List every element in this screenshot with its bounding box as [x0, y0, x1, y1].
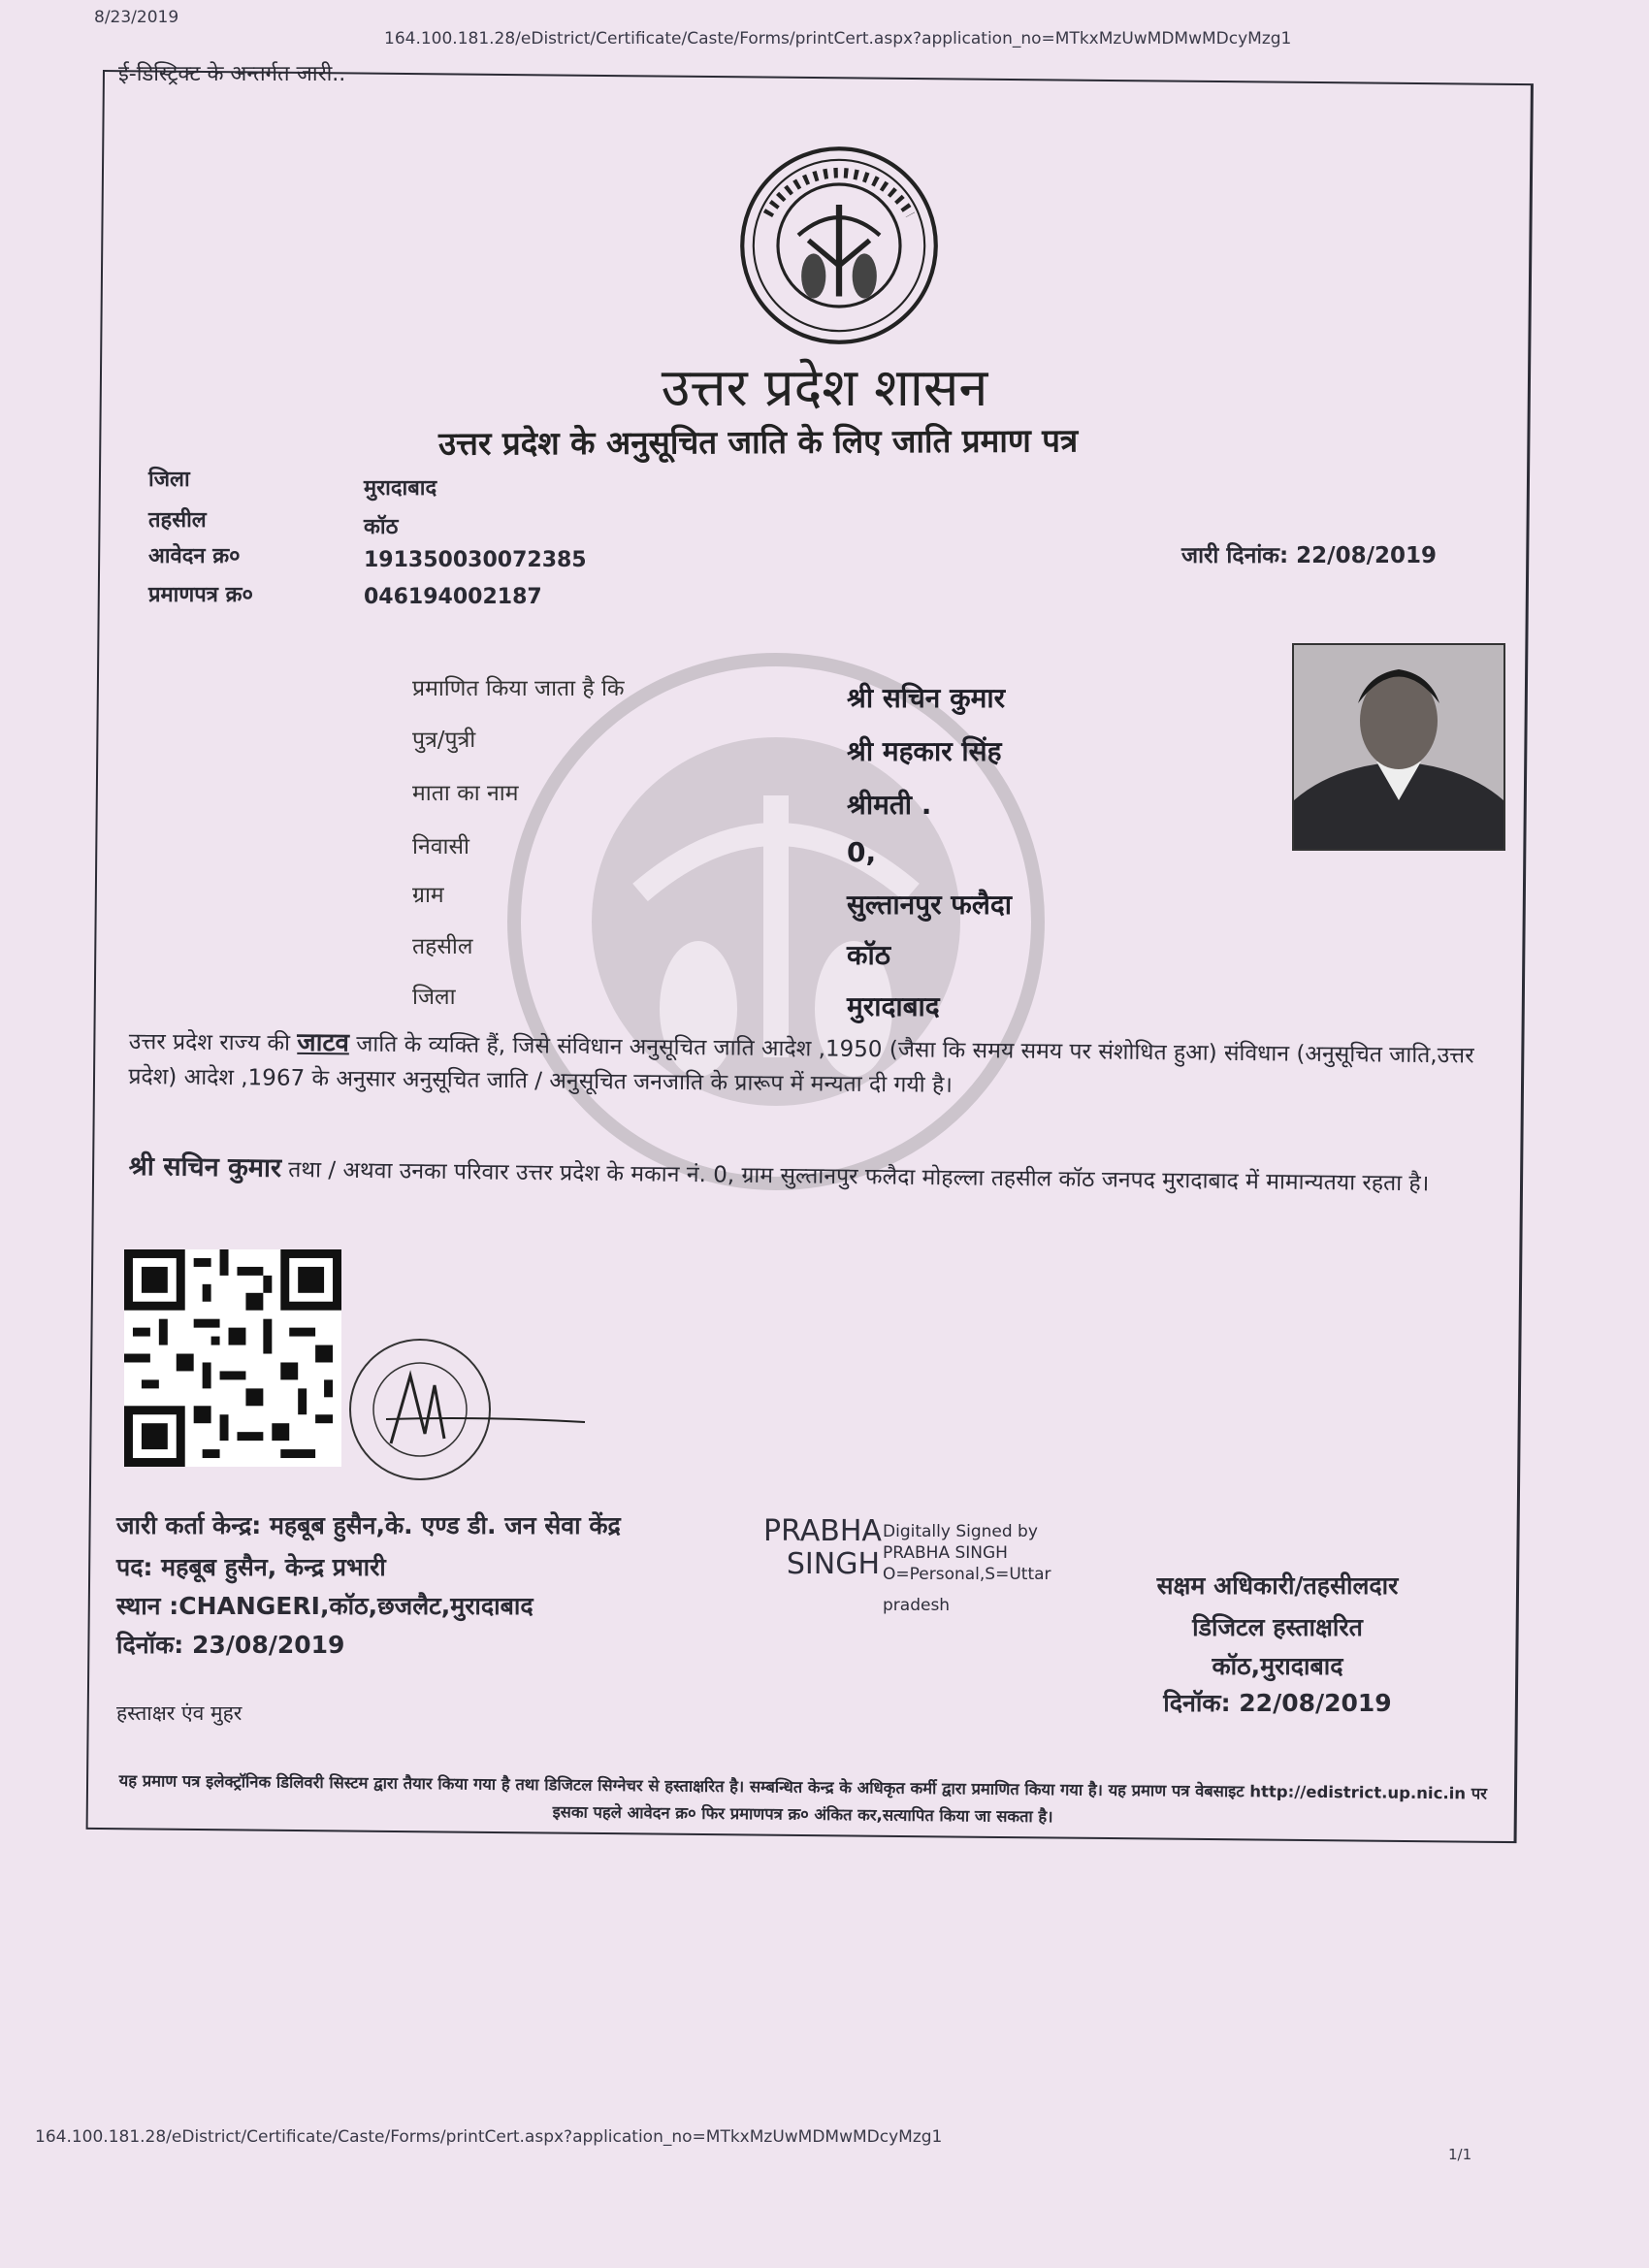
- meta-label-application-no: आवेदन क्र०: [148, 544, 241, 568]
- print-url: 164.100.181.28/eDistrict/Certificate/Caste/Forms/printCert.aspx?application_no=MTkxMzUwMDMwMDcyMzg1: [384, 29, 1292, 49]
- issuing-centre: जारी कर्ता केन्द्र: महबूब हुसैन,के. एण्ड डी. जन सेवा केंद्र: [116, 1511, 621, 1539]
- sig-name-line2: SINGH: [786, 1547, 880, 1581]
- para1-rest: जाति के व्यक्ति हैं, जिसे संविधान अनुसूचित जाति आदेश ,1950 (जैसा कि समय समय पर संशोधित हुआ) संविधान (अनुसूचित जाति,उत्तर प्रदेश) आदेश ,1967 के अनुसार अनुसूचित जाति / अनुसूचित जनजाति के प्रारूप में मन्यता दी गयी है।: [128, 1031, 1474, 1098]
- meta-label-district: जिला: [148, 468, 190, 492]
- sig-detail-line2: PRABHA SINGH: [883, 1543, 1008, 1563]
- authority-title: सक्षम अधिकारी/तहसीलदार: [1156, 1571, 1399, 1600]
- field-value-village: सुल्तानपुर फलैदा: [847, 889, 1012, 921]
- meta-value-certificate-no: 046194002187: [364, 585, 542, 609]
- field-label-district: जिला: [412, 985, 456, 1010]
- certificate-title: उत्तर प्रदेश के अनुसूचित जाति के लिए जाति प्रमाण पत्र: [437, 421, 1079, 463]
- page-number: 1/1: [1448, 2146, 1472, 2163]
- caste-declaration-paragraph: [128, 1023, 1516, 1109]
- applicant-photo: [1292, 643, 1505, 851]
- sig-detail-line4: pradesh: [883, 1596, 951, 1615]
- field-value-tehsil: कॉठ: [847, 939, 891, 971]
- issued-under-text: ई-डिस्ट्रिक्ट के अन्तर्गत जारी..: [118, 62, 346, 86]
- issuer-place: स्थान :CHANGERI,कॉठ,छजलैट,मुरादाबाद: [116, 1592, 534, 1620]
- caste-name: जाटव: [297, 1027, 350, 1058]
- meta-value-district: मुरादाबाद: [364, 476, 437, 501]
- field-value-resident: 0,: [847, 836, 877, 868]
- up-emblem-icon: [737, 144, 941, 347]
- authority-place: कॉठ,मुरादाबाद: [1212, 1652, 1343, 1680]
- print-date: 8/23/2019: [94, 8, 179, 27]
- para2-rest: तथा / अथवा उनका परिवार उत्तर प्रदेश के मकान नं. 0, ग्राम सुल्तानपुर फलैदा मोहल्ला तहसील कॉठ जनपद मुरादाबाद में मामान्यतया रहता है।: [288, 1157, 1430, 1197]
- jan-seva-kendra-seal: [338, 1327, 590, 1502]
- issuer-date: दिनॉक: 23/08/2019: [116, 1631, 345, 1659]
- field-label-tehsil: तहसील: [412, 934, 473, 959]
- field-label-village: ग्राम: [412, 883, 444, 908]
- field-value-district: मुरादाबाद: [847, 990, 940, 1022]
- field-label-certified: प्रमाणित किया जाता है कि: [412, 676, 625, 701]
- qr-code: [124, 1249, 341, 1467]
- authority-signed: डिजिटल हस्ताक्षरित: [1192, 1613, 1363, 1641]
- issuer-post: पद: महबूब हुसैन, केन्द्र प्रभारी: [116, 1553, 386, 1581]
- issue-date: जारी दिनांक: 22/08/2019: [1181, 543, 1437, 568]
- sig-name-line1: PRABHA: [763, 1514, 882, 1548]
- field-label-son-daughter: पुत्र/पुत्री: [412, 728, 476, 753]
- para1-prefix: उत्तर प्रदेश राज्य की: [128, 1028, 291, 1056]
- authority-date: दिनॉक: 22/08/2019: [1163, 1689, 1392, 1717]
- field-value-mother: श्रीमती .: [847, 789, 932, 821]
- meta-value-tehsil: कॉठ: [364, 515, 399, 539]
- field-label-mother: माता का नाम: [412, 781, 519, 806]
- meta-label-tehsil: तहसील: [148, 508, 207, 533]
- sig-detail-line3: O=Personal,S=Uttar: [883, 1565, 1051, 1584]
- meta-label-certificate-no: प्रमाणपत्र क्र०: [148, 583, 253, 607]
- verification-notice: यह प्रमाण पत्र इलेक्ट्रॉनिक डिलिवरी सिस्टम द्वारा तैयार किया गया है तथा डिजिटल सिग्नेचर से हस्ताक्षरित है। सम्बन्धित केन्द्र के अधिकृत कर्मी द्वारा प्रमाणित किया गया है। यह प्रमाण पत्र वेबसाइट http://edistrict.up.nic.in पर इसका पहले आवेदन क्र० फिर प्रमाणपत्र क्र० अंकित कर,सत्यापित किया जा सकता है।: [118, 1771, 1488, 1827]
- field-label-resident: निवासी: [412, 834, 469, 859]
- digital-signature-name: [763, 1515, 880, 1581]
- government-title: उत्तर प्रदेश शासन: [661, 357, 988, 418]
- para2-name: श्री सचिन कुमार: [128, 1150, 282, 1183]
- sig-detail-line1: Digitally Signed by: [883, 1522, 1038, 1541]
- signature-note: हस्ताक्षर एंव मुहर: [116, 1701, 242, 1725]
- field-value-father: श्री महकार सिंह: [847, 735, 1002, 767]
- footer-url: 164.100.181.28/eDistrict/Certificate/Caste/Forms/printCert.aspx?application_no=MTkxMzUwMDMwMDcyMzg1: [35, 2127, 943, 2147]
- field-value-name: श्री सचिन कुमार: [847, 682, 1006, 714]
- digital-signature-details: [883, 1521, 1106, 1616]
- meta-value-application-no: 191350030072385: [364, 548, 587, 572]
